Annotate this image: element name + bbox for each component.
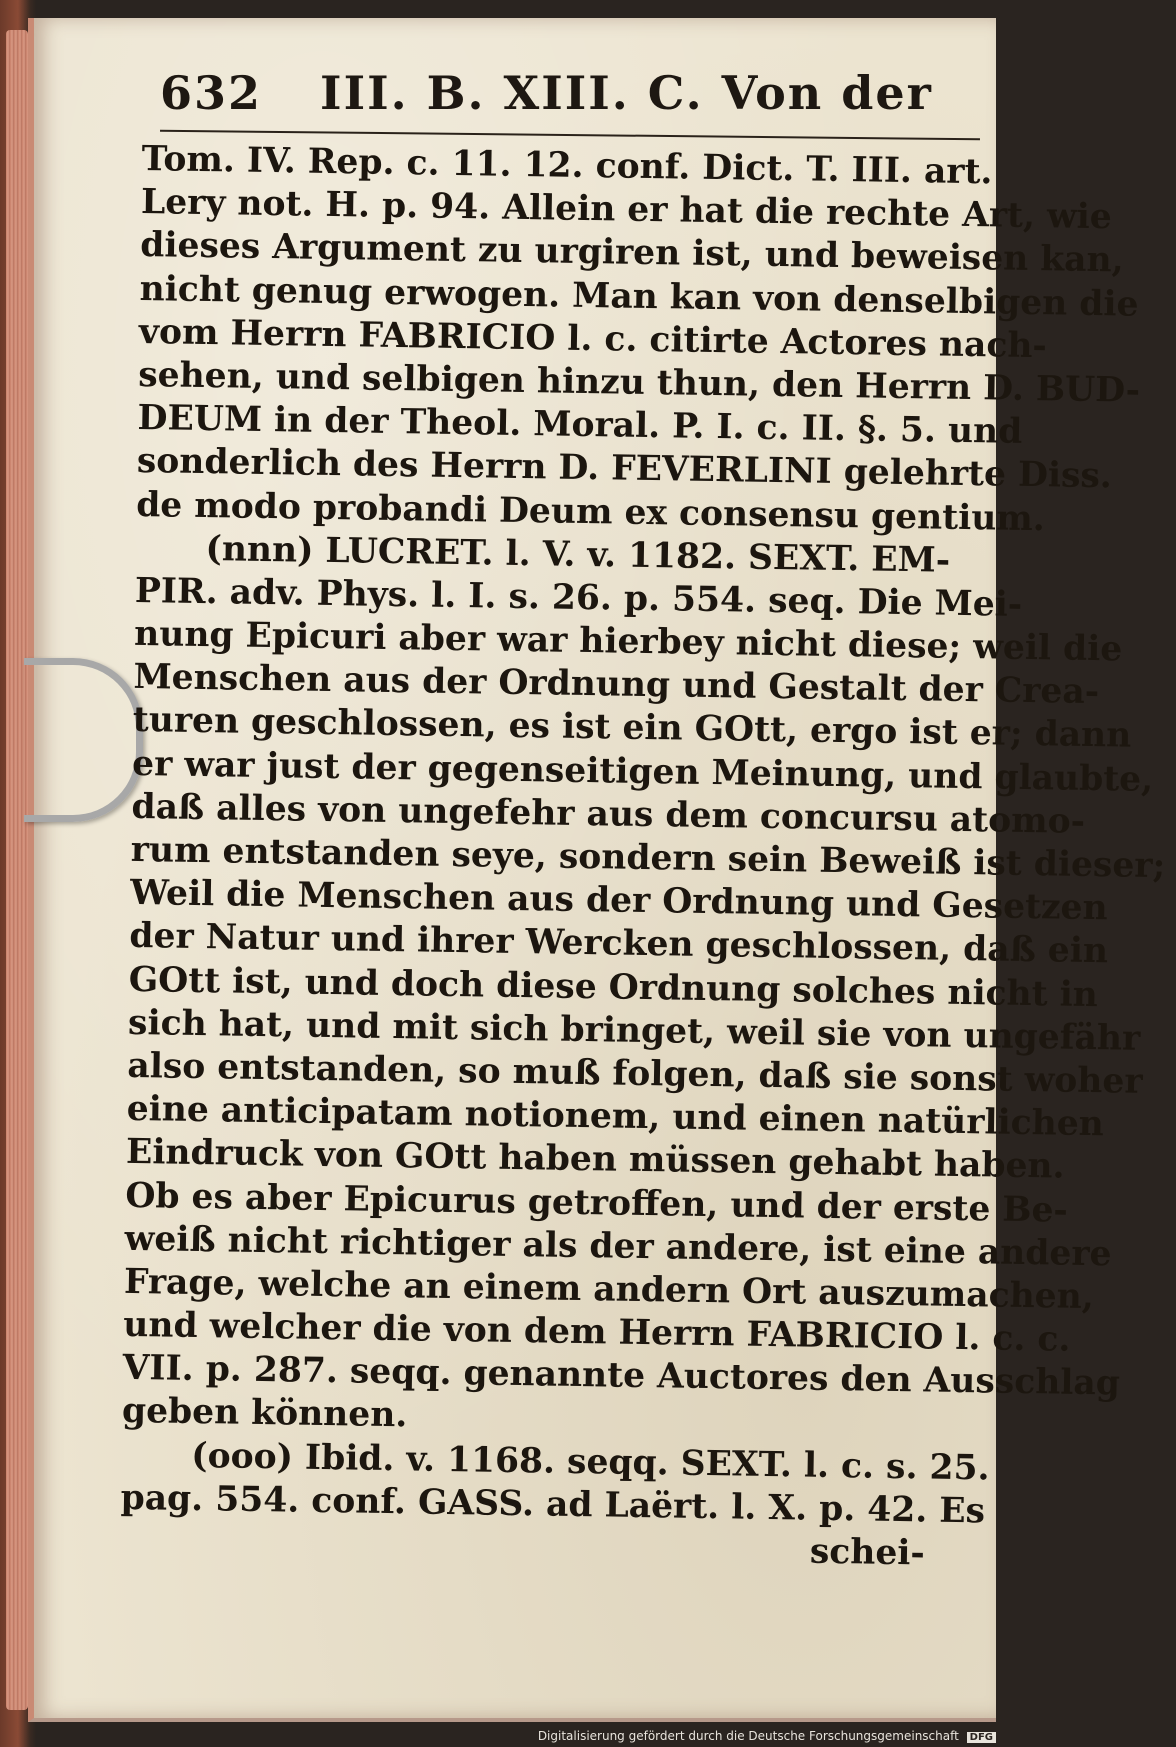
text-line: vom Herrn FABRICIO l. c. citirte Actores nach-	[138, 311, 1048, 366]
text-line: sonderlich des Herrn D. FEVERLINI gelehrte Diss.	[136, 441, 1113, 497]
text-line: PIR. adv. Phys. l. I. s. 26. p. 554. seq. Die Mei-	[134, 570, 1023, 625]
text-line: turen geschlossen, es ist ein GOtt, ergo ist er; dann	[132, 700, 1132, 757]
text-line: DEUM in der Theol. Moral. P. I. c. II. §. 5. und	[137, 398, 1023, 452]
text-line: Lery not. H. p. 94. Allein er hat die rechte Art, wie	[140, 182, 1113, 238]
catchword: schei-	[809, 1531, 926, 1574]
credit-text: Digitalisierung gefördert durch die Deutsche Forschungsgemeinschaft	[537, 1729, 959, 1743]
text-line: Frage, welche an einem andern Ort auszumachen,	[123, 1261, 1095, 1317]
text-line: GOtt ist, und doch diese Ordnung solches nicht in	[128, 959, 1099, 1015]
footnote-ooo-start: (ooo) Ibid. v. 1168. seqq. SEXT. l. c. s. 25.	[190, 1435, 990, 1489]
page-edges	[6, 30, 28, 1710]
text-line: also entstanden, so muß folgen, daß sie sonst woher	[127, 1045, 1143, 1102]
text-line: de modo probandi Deum ex consensu gentium.	[135, 484, 1046, 539]
text-line: nung Epicuri aber war hierbey nicht diese; weil die	[133, 614, 1123, 670]
text-line: Tom. IV. Rep. c. 11. 12. conf. Dict. T. III. art.	[141, 138, 993, 193]
page-body-text	[120, 138, 1166, 1576]
running-title: III. B. XIII. C. Von der	[320, 66, 933, 120]
text-line: rum entstanden seye, sondern sein Beweiß ist dieser;	[130, 829, 1166, 887]
text-line: nicht genug erwogen. Man kan von denselbigen die	[139, 268, 1139, 325]
text-line: Ob es aber Epicurus getroffen, und der erste Be-	[125, 1175, 1069, 1231]
text-line: sich hat, und mit sich bringet, weil sie von ungefähr	[127, 1002, 1141, 1059]
page-header	[160, 66, 960, 126]
text-line: Menschen aus der Ordnung und Gestalt der Crea-	[133, 657, 1100, 713]
text-line: sehen, und selbigen hinzu thun, den Herrn D. BUD-	[137, 354, 1141, 411]
text-line: dieses Argument zu urgiren ist, und beweisen kan,	[139, 225, 1124, 281]
text-line: VII. p. 287. seqq. genannte Auctores den Ausschlag	[122, 1348, 1121, 1404]
text-line: der Natur und ihrer Wercken geschlossen, daß ein	[129, 916, 1109, 972]
text-line: daß alles von ungefehr aus dem concursu atomo-	[131, 786, 1086, 842]
dfg-logo: DFG	[967, 1732, 996, 1743]
text-line: er war just der gegenseitigen Meinung, und glaubte,	[131, 743, 1154, 800]
page-number: 632	[160, 66, 263, 120]
footnote-nnn-start: (nnn) LUCRET. l. V. v. 1182. SEXT. EM-	[205, 528, 951, 581]
digitization-credit	[538, 1729, 996, 1743]
text-line: weiß nicht richtiger als der andere, ist eine andere	[124, 1218, 1112, 1275]
paper-clip	[24, 658, 143, 822]
text-line: Eindruck von GOtt haben müssen gehabt haben.	[125, 1132, 1065, 1187]
text-line: geben können.	[121, 1391, 408, 1436]
text-line: pag. 554. conf. GASS. ad Laërt. l. X. p. 42. Es	[120, 1477, 986, 1532]
text-line: eine anticipatam notionem, und einen natürlichen	[126, 1089, 1105, 1145]
text-line: Weil die Menschen aus der Ordnung und Gesetzen	[129, 873, 1108, 929]
text-line: und welcher die von dem Herrn FABRICIO l. c. c.	[123, 1304, 1071, 1360]
